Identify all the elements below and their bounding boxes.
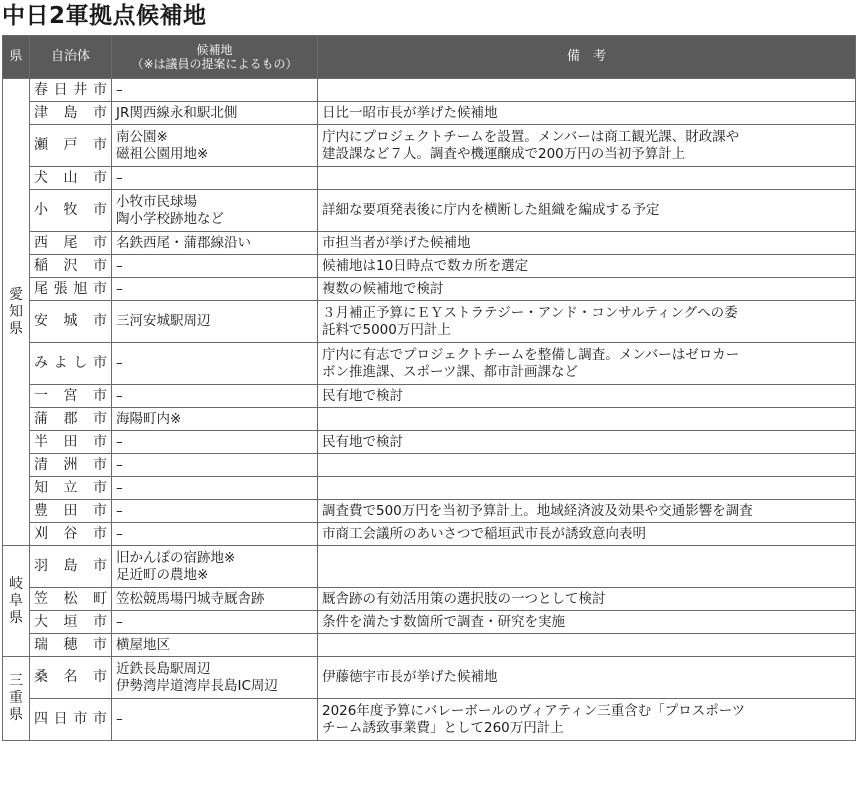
municipality-cell: 知立市	[30, 477, 112, 500]
municipality-cell: 春日井市	[30, 79, 112, 102]
candidate-site-cell: –	[112, 167, 318, 190]
notes-cell: 詳細な要項発表後に庁内を横断した組織を編成する予定	[318, 190, 856, 232]
municipality-cell: 大垣市	[30, 611, 112, 634]
table-row	[3, 477, 856, 500]
municipality-cell: 笠松町	[30, 588, 112, 611]
notes-cell: 候補地は10日時点で数カ所を選定	[318, 255, 856, 278]
table-row	[3, 385, 856, 408]
municipality-cell: 刈谷市	[30, 523, 112, 546]
table-row	[3, 699, 856, 741]
candidate-site-cell: –	[112, 699, 318, 741]
table-row	[3, 167, 856, 190]
table-row	[3, 343, 856, 385]
municipality-cell: 四日市市	[30, 699, 112, 741]
candidate-site-cell: –	[112, 500, 318, 523]
candidate-site-cell: –	[112, 278, 318, 301]
candidate-site-cell: 南公園※ 磁祖公園用地※	[112, 125, 318, 167]
notes-cell: 条件を満たす数箇所で調査・研究を実施	[318, 611, 856, 634]
candidate-site-cell: –	[112, 477, 318, 500]
municipality-cell: 小牧市	[30, 190, 112, 232]
table-row	[3, 657, 856, 699]
notes-cell	[318, 477, 856, 500]
municipality-cell: 豊田市	[30, 500, 112, 523]
prefecture-cell	[3, 79, 30, 546]
candidate-site-cell: –	[112, 343, 318, 385]
table-row	[3, 431, 856, 454]
municipality-cell: 蒲郡市	[30, 408, 112, 431]
table-row	[3, 79, 856, 102]
page-title: 中日2軍拠点候補地	[2, 3, 207, 29]
prefecture-cell	[3, 546, 30, 657]
notes-cell: 庁内にプロジェクトチームを設置。メンバーは商工観光課、財政課や 建設課など７人。調査や機運醸成で200万円の当初予算計上	[318, 125, 856, 167]
table-row	[3, 611, 856, 634]
prefecture-label: 岐阜県	[9, 575, 23, 626]
notes-cell: 庁内に有志でプロジェクトチームを整備し調査。メンバーはゼロカー ボン推進課、スポーツ課、都市計画課など	[318, 343, 856, 385]
municipality-cell: 津島市	[30, 102, 112, 125]
candidate-table	[2, 35, 856, 741]
notes-cell: 民有地で検討	[318, 385, 856, 408]
municipality-cell: 桑名市	[30, 657, 112, 699]
notes-cell: 日比一昭市長が挙げた候補地	[318, 102, 856, 125]
candidate-site-cell: 名鉄西尾・蒲郡線沿い	[112, 232, 318, 255]
table-header-row	[3, 36, 856, 79]
candidate-site-cell: –	[112, 454, 318, 477]
table-row	[3, 546, 856, 588]
table-row	[3, 634, 856, 657]
notes-cell: 市商工会議所のあいさつで稲垣武市長が誘致意向表明	[318, 523, 856, 546]
table-row	[3, 500, 856, 523]
table-row	[3, 125, 856, 167]
candidate-site-cell: 小牧市民球場 陶小学校跡地など	[112, 190, 318, 232]
prefecture-label: 三重県	[9, 673, 23, 723]
table-row	[3, 102, 856, 125]
candidate-site-cell: 笠松競馬場円城寺厩舎跡	[112, 588, 318, 611]
municipality-cell: 一宮市	[30, 385, 112, 408]
notes-cell	[318, 167, 856, 190]
municipality-cell: みよし市	[30, 343, 112, 385]
table-row	[3, 255, 856, 278]
candidate-site-cell: –	[112, 431, 318, 454]
notes-cell: 厩舎跡の有効活用策の選択肢の一つとして検討	[318, 588, 856, 611]
municipality-cell: 西尾市	[30, 232, 112, 255]
candidate-site-cell: 横屋地区	[112, 634, 318, 657]
municipality-cell: 清洲市	[30, 454, 112, 477]
municipality-cell: 瑞穂市	[30, 634, 112, 657]
prefecture-label: 愛知県	[9, 286, 23, 337]
notes-cell: 市担当者が挙げた候補地	[318, 232, 856, 255]
notes-cell	[318, 546, 856, 588]
municipality-cell: 犬山市	[30, 167, 112, 190]
notes-cell: ３月補正予算にＥＹストラテジー・アンド・コンサルティングへの委 託料で5000万円計上	[318, 301, 856, 343]
table-row	[3, 523, 856, 546]
table-row	[3, 278, 856, 301]
municipality-cell: 安城市	[30, 301, 112, 343]
notes-cell	[318, 454, 856, 477]
prefecture-cell	[3, 657, 30, 741]
table-row	[3, 232, 856, 255]
municipality-cell: 羽島市	[30, 546, 112, 588]
table-row	[3, 301, 856, 343]
candidate-site-cell: 三河安城駅周辺	[112, 301, 318, 343]
notes-cell: 2026年度予算にバレーボールのヴィアティン三重含む「プロスポーツ チーム誘致事業費」として260万円計上	[318, 699, 856, 741]
table-row	[3, 408, 856, 431]
candidate-site-cell: –	[112, 385, 318, 408]
candidate-site-cell: –	[112, 255, 318, 278]
municipality-cell: 尾張旭市	[30, 278, 112, 301]
table-row	[3, 588, 856, 611]
notes-cell	[318, 634, 856, 657]
notes-cell: 民有地で検討	[318, 431, 856, 454]
candidate-site-cell: –	[112, 79, 318, 102]
notes-cell: 複数の候補地で検討	[318, 278, 856, 301]
table-row	[3, 190, 856, 232]
candidate-site-cell: JR関西線永和駅北側	[112, 102, 318, 125]
notes-cell	[318, 408, 856, 431]
table-body	[3, 79, 856, 741]
header-pref: 県	[3, 36, 30, 79]
notes-cell: 調査費で500万円を当初予算計上。地域経済波及効果や交通影響を調査	[318, 500, 856, 523]
candidate-site-cell: –	[112, 611, 318, 634]
candidate-site-cell: –	[112, 523, 318, 546]
header-candidate: 候補地 （※は議員の提案によるもの）	[112, 36, 318, 79]
candidate-site-cell: 海陽町内※	[112, 408, 318, 431]
header-notes: 備 考	[318, 36, 856, 79]
notes-cell: 伊藤徳宇市長が挙げた候補地	[318, 657, 856, 699]
municipality-cell: 半田市	[30, 431, 112, 454]
notes-cell	[318, 79, 856, 102]
header-municipality: 自治体	[30, 36, 112, 79]
municipality-cell: 瀬戸市	[30, 125, 112, 167]
municipality-cell: 稲沢市	[30, 255, 112, 278]
candidate-site-cell: 旧かんぽの宿跡地※ 足近町の農地※	[112, 546, 318, 588]
table-row	[3, 454, 856, 477]
candidate-site-cell: 近鉄長島駅周辺 伊勢湾岸道湾岸長島IC周辺	[112, 657, 318, 699]
